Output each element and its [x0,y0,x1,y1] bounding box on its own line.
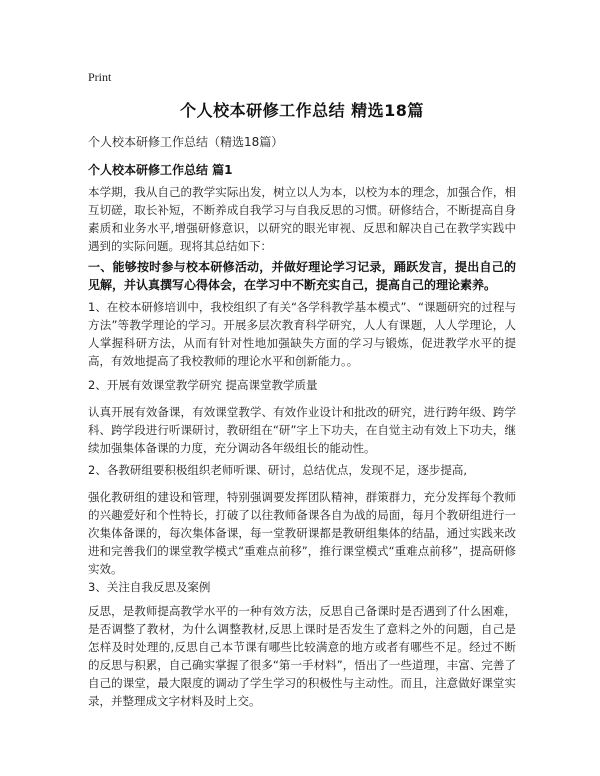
document-subtitle: 个人校本研修工作总结（精选18篇） [88,135,284,149]
document-title: 个人校本研修工作总结 精选18篇 [180,101,424,120]
intro-paragraph: 本学期，我从自己的教学实际出发，树立以人为本，以校为本的理念，加强合作，相互切磋，取长补短，不断养成自我学习与自我反思的习惯。研修结合，不断提高自身素质和业务水平,增强研修意识，以研究的眼光审视、反思和解决自己在教学实践中遇到的实际问题。现将其总结如下： [88,185,516,253]
section-heading: 个人校本研修工作总结 篇1 [88,163,233,177]
print-label[interactable]: Print [88,70,112,84]
item-two-heading: 2、开展有效课堂教学研究 提高课堂教学质量 [88,378,318,392]
item-four-heading: 3、关注自我反思及案例 [88,580,211,594]
item-two-paragraph: 认真开展有效备课，有效课堂教学、有效作业设计和批改的研究，进行跨年级、跨学科、跨学段进行听课研讨，教研组在“研”字上下功夫，在自觉主动有效上下功夫，继续加强集体备课的力度，充分调动各年级组长的能动性。 [88,405,516,455]
item-four-paragraph: 反思，是教师提高教学水平的一种有效方法，反思自己备课时是否遇到了什么困难，是否调整了教材，为什么调整教材,反思上课时是否发生了意料之外的问题，自己是怎样及时处理的,反思自己本节课有哪些比较满意的地方或者有哪些不足。经过不断的反思与积累，自己确实掌握了很多“第一手材料”，悟出了一些道理，丰富、完善了自己的课堂，最大限度的调动了学生学习的积极性与主动性。而且，注意做好课堂实录，并整理成文字材料及时上交。 [88,604,516,708]
item-one-paragraph: 1、在校本研修培训中，我校组织了有关“各学科教学基本模式”、“课题研究的过程与方法”等教学理论的学习。开展多层次教育科学研究，人人有课题，人人学理论，人人掌握科研方法，从而有针对性地加强缺失方面的学习与锻炼，促进教学水平的提高，有效地提高了我校教师的理论水平和创新能力。。 [88,300,516,368]
point-one-heading: 一、能够按时参与校本研修活动，并做好理论学习记录，踊跃发言，提出自己的见解，并认真撰写心得体会，在学习中不断充实自己，提高自己的理论素养。 [88,260,516,292]
item-three-paragraph: 强化教研组的建设和管理，特别强调要发挥团队精神，群策群力，充分发挥每个教师的兴趣爱好和个性特长，打破了以往教师备课各自为战的局面，每月个教研组进行一次集体备课的，每次集体备课，每一堂教研课都是教研组集体的结晶，通过实践来改进和完善我们的课堂教学模式“重难点前移”，推行课堂模式“重难点前移”，提高研修实效。 [88,490,516,576]
item-three-heading: 2、各教研组要积极组织老师听课、研讨，总结优点，发现不足，逐步提高, [88,463,467,477]
